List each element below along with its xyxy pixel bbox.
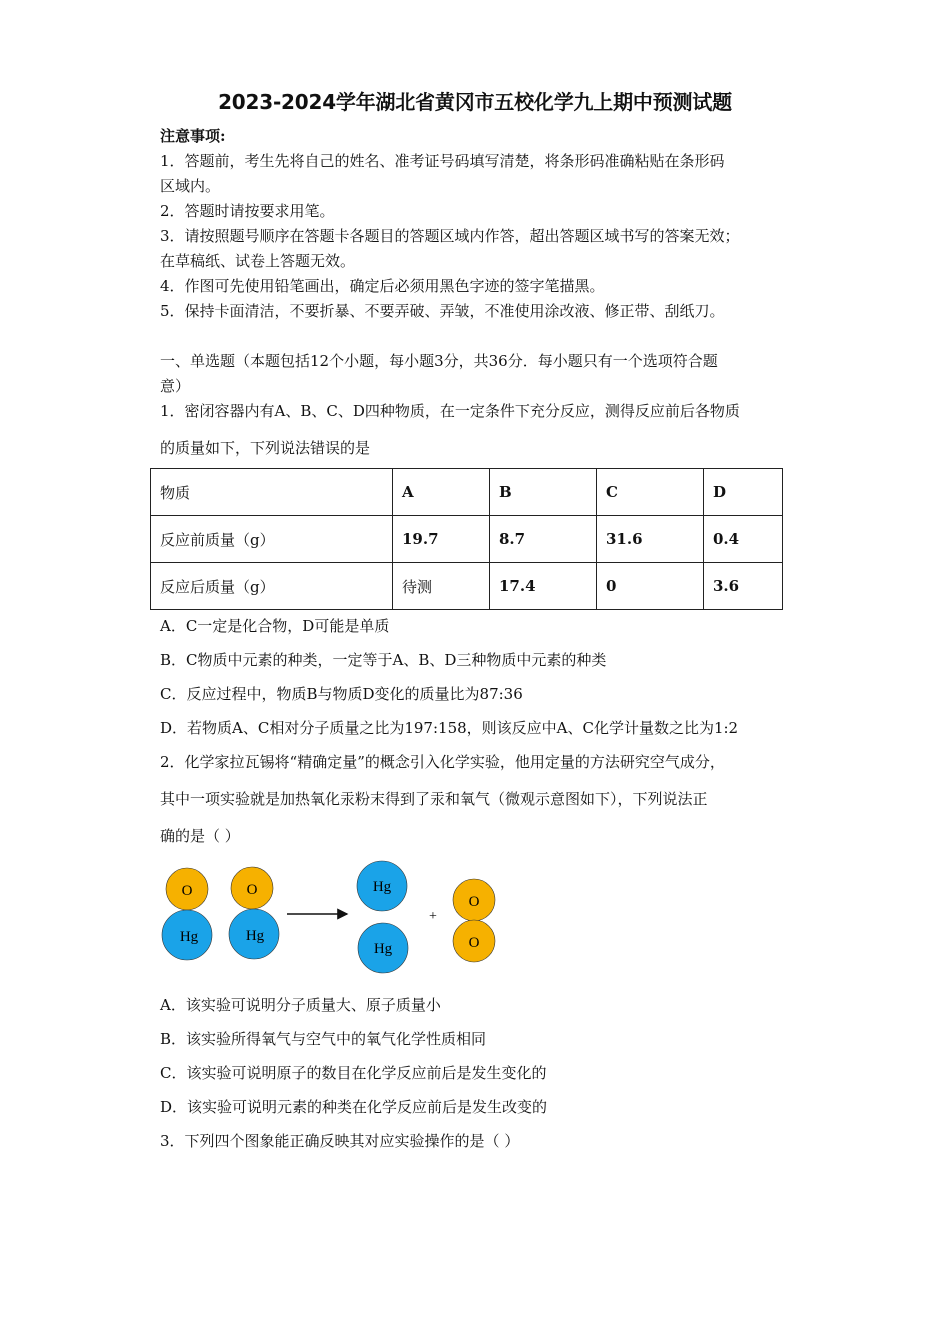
page-title: 2023-2024学年湖北省黄冈市五校化学九上期中预测试题 xyxy=(218,90,732,114)
q2-option-a: A．该实验可说明分子质量大、原子质量小 xyxy=(160,996,441,1014)
q1-mass-table xyxy=(150,468,783,610)
table-row xyxy=(151,563,783,610)
table-row xyxy=(151,516,783,563)
mercury-oxide-molecule xyxy=(162,868,212,960)
notice-item: 3．请按照题号顺序在答题卡各题目的答题区域内作答，超出答题区域书写的答案无效； xyxy=(160,227,740,245)
table-header-cell: A xyxy=(393,469,490,516)
table-cell: 0 xyxy=(597,563,704,610)
q2-option-b: B．该实验所得氧气与空气中的氧气化学性质相同 xyxy=(160,1030,487,1048)
q3-stem: 3．下列四个图象能正确反映其对应实验操作的是（ ） xyxy=(160,1132,520,1150)
notice-item: 在草稿纸、试卷上答题无效。 xyxy=(160,252,356,270)
table-cell: 0.4 xyxy=(704,516,783,563)
table-cell: 反应前质量（g） xyxy=(151,516,393,563)
q1-stem: 1．密闭容器内有A、B、C、D四种物质，在一定条件下充分反应，测得反应前后各物质 xyxy=(160,402,740,420)
mercury-atoms xyxy=(357,861,408,973)
notice-heading: 注意事项: xyxy=(160,127,226,145)
oxygen-molecule xyxy=(453,879,495,962)
mercury-oxide-molecule xyxy=(229,867,279,959)
notice-item: 5．保持卡面清洁，不要折暴、不要弄破、弄皱，不准使用涂改液、修正带、刮纸刀。 xyxy=(160,302,725,320)
oxygen-label: O xyxy=(246,882,258,898)
table-header-cell: B xyxy=(490,469,597,516)
q2-stem: 2．化学家拉瓦锡将“精确定量”的概念引入化学实验，他用定量的方法研究空气成分， xyxy=(160,753,725,771)
notice-item: 2．答题时请按要求用笔。 xyxy=(160,202,335,220)
table-header-cell: 物质 xyxy=(151,469,393,516)
q1-option-a: A．C一定是化合物，D可能是单质 xyxy=(160,617,390,635)
section-heading: 一、单选题（本题包括12个小题，每小题3分，共36分．每小题只有一个选项符合题 xyxy=(160,352,718,370)
table-header-cell: C xyxy=(597,469,704,516)
notice-item: 1．答题前，考生先将自己的姓名、准考证号码填写清楚，将条形码准确粘贴在条形码 xyxy=(160,152,725,170)
mercury-label: Hg xyxy=(372,879,392,895)
table-header-cell: D xyxy=(704,469,783,516)
table-header-row xyxy=(151,469,783,516)
mercury-label: Hg xyxy=(179,929,199,945)
plus-sign: + xyxy=(429,909,437,924)
oxygen-label: O xyxy=(468,894,480,910)
q2-stem-cont: 其中一项实验就是加热氧化汞粉末得到了汞和氧气（微观示意图如下），下列说法正 xyxy=(160,790,708,808)
table-cell: 待测 xyxy=(393,563,490,610)
q1-stem-cont: 的质量如下，下列说法错误的是 xyxy=(160,439,371,457)
table-cell: 31.6 xyxy=(597,516,704,563)
mercury-label: Hg xyxy=(373,941,393,957)
notice-item: 区域内。 xyxy=(160,177,221,195)
q2-option-c: C．该实验可说明原子的数目在化学反应前后是发生变化的 xyxy=(160,1064,547,1082)
table-cell: 3.6 xyxy=(704,563,783,610)
oxygen-label: O xyxy=(468,935,480,951)
table-cell: 反应后质量（g） xyxy=(151,563,393,610)
table-cell: 8.7 xyxy=(490,516,597,563)
q2-stem-cont2: 确的是（ ） xyxy=(160,827,240,845)
q1-option-b: B．C物质中元素的种类，一定等于A、B、D三种物质中元素的种类 xyxy=(160,651,607,669)
oxygen-label: O xyxy=(181,883,193,899)
section-heading-cont: 意） xyxy=(160,377,191,395)
reaction-diagram xyxy=(150,855,520,980)
mercury-label: Hg xyxy=(245,928,265,944)
notice-item: 4．作图可先使用铅笔画出，确定后必须用黑色字迹的签字笔描黑。 xyxy=(160,277,605,295)
q1-option-c: C．反应过程中，物质B与物质D变化的质量比为87:36 xyxy=(160,685,523,703)
table-cell: 19.7 xyxy=(393,516,490,563)
q2-option-d: D．该实验可说明元素的种类在化学反应前后是发生改变的 xyxy=(160,1098,548,1116)
table-cell: 17.4 xyxy=(490,563,597,610)
q1-option-d: D．若物质A、C相对分子质量之比为197:158，则该反应中A、C化学计量数之比为1:2 xyxy=(160,719,739,737)
